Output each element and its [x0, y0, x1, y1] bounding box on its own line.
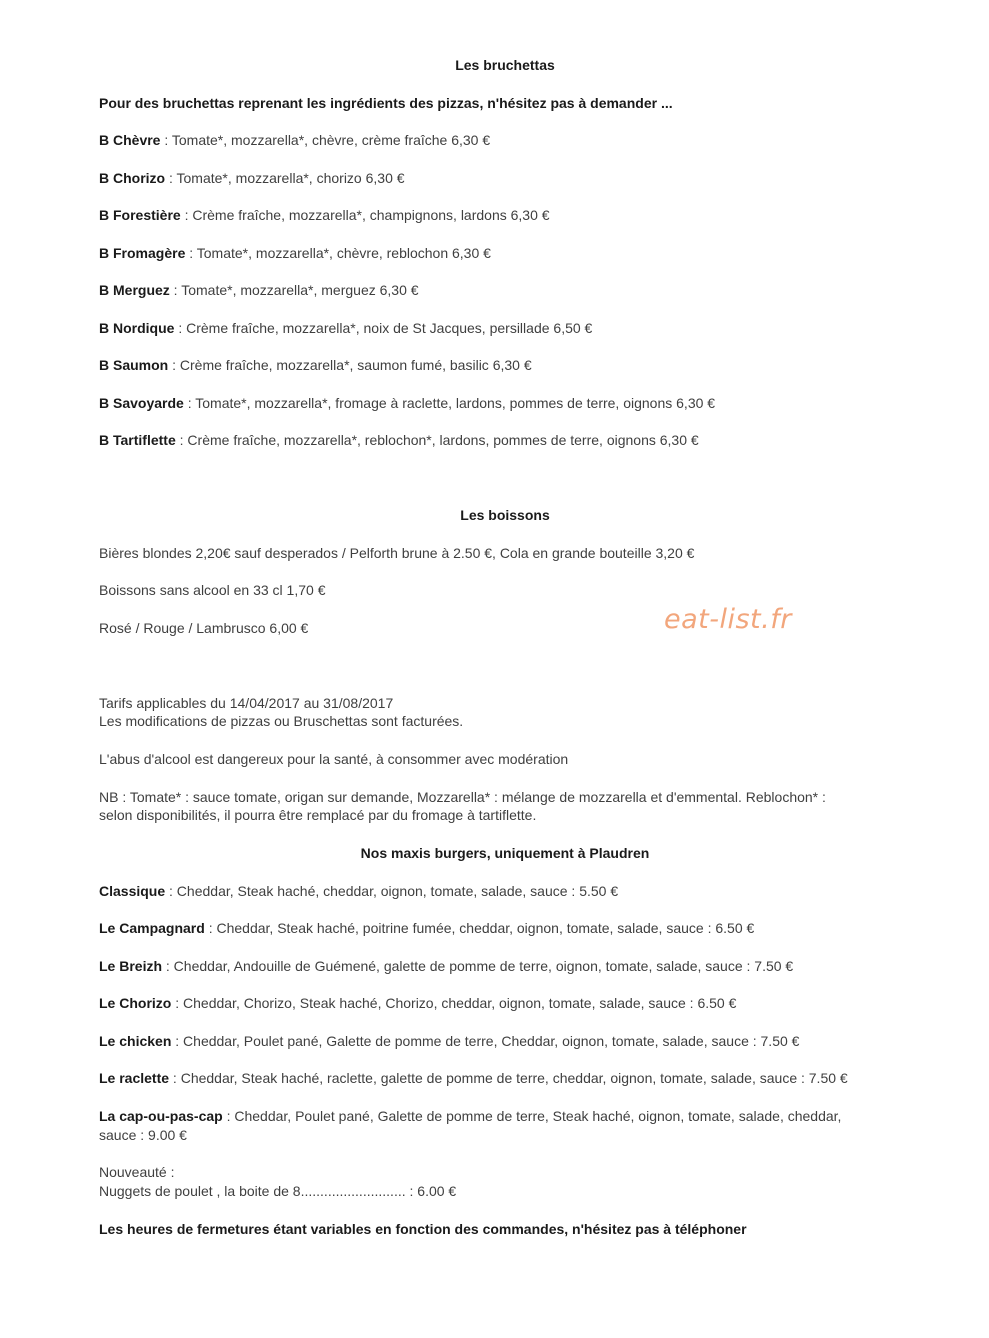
menu-item [99, 994, 736, 1012]
menu-item [99, 1107, 841, 1125]
item-description: : Tomate*, mozzarella*, merguez 6,30 € [169, 282, 419, 298]
item-description: : Cheddar, Steak haché, cheddar, oignon, tomate, salade, sauce : 5.50 € [165, 883, 619, 899]
nb-note-line-2: selon disponibilités, il pourra être remplacé par du fromage à tartiflette. [99, 807, 537, 823]
boissons-title: Les boissons [460, 507, 550, 523]
item-description: : Crème fraîche, mozzarella*, saumon fumé, basilic 6,30 € [168, 357, 532, 373]
menu-item [99, 131, 490, 149]
menu-item [99, 281, 419, 299]
item-name: Classique [99, 883, 166, 899]
menu-item [99, 1069, 848, 1087]
item-name: Le Breizh [99, 958, 163, 974]
nouveaute-label: Nouveauté : [99, 1164, 175, 1180]
item-name: B Savoyarde [99, 395, 184, 411]
item-description: : Tomate*, mozzarella*, chorizo 6,30 € [165, 170, 405, 186]
closing-hours-note: Les heures de fermetures étant variables en fonction des commandes, n'hésitez pas à téléphoner [99, 1221, 747, 1237]
item-description: : Crème fraîche, mozzarella*, noix de St Jacques, persillade 6,50 € [174, 320, 593, 336]
item-description: : Crème fraîche, mozzarella*, champignons, lardons 6,30 € [180, 207, 550, 223]
menu-item [99, 1032, 799, 1050]
menu-item [99, 431, 699, 449]
nouveaute-item: Nuggets de poulet , la boite de 8........................... : 6.00 € [99, 1183, 457, 1199]
item-description: : Cheddar, Chorizo, Steak haché, Chorizo, cheddar, oignon, tomate, salade, sauce : 6.50 € [171, 995, 737, 1011]
menu-item [99, 169, 405, 187]
item-name: Le Campagnard [99, 920, 205, 936]
item-name: Le chicken [99, 1033, 172, 1049]
item-name: La cap-ou-pas-cap [99, 1108, 223, 1124]
item-description: : Tomate*, mozzarella*, chèvre, reblochon 6,30 € [185, 245, 491, 261]
item-name: B Chorizo [99, 170, 166, 186]
item-description-continued: sauce : 9.00 € [99, 1127, 187, 1143]
menu-item [99, 919, 754, 937]
item-name: B Fromagère [99, 245, 186, 261]
watermark: eat-list.fr [664, 604, 792, 635]
menu-item [99, 319, 592, 337]
item-name: Le raclette [99, 1070, 170, 1086]
item-description: : Cheddar, Poulet pané, Galette de pomme de terre, Cheddar, oignon, tomate, salade, sauce : 7.50 € [171, 1033, 800, 1049]
nb-note-line-1: NB : Tomate* : sauce tomate, origan sur demande, Mozzarella* : mélange de mozzarella et d'emmental. Reblochon* : [99, 789, 826, 805]
item-description: : Cheddar, Andouille de Guémené, galette de pomme de terre, oignon, tomate, salade, sauce : 7.50 € [162, 958, 794, 974]
item-name: B Chèvre [99, 132, 161, 148]
bruchettas-intro: Pour des bruchettas reprenant les ingrédients des pizzas, n'hésitez pas à demander ... [99, 95, 673, 111]
menu-item [99, 882, 618, 900]
modifications-note: Les modifications de pizzas ou Bruschettas sont facturées. [99, 713, 464, 729]
item-name: B Saumon [99, 357, 169, 373]
menu-item [99, 957, 793, 975]
item-description: : Tomate*, mozzarella*, chèvre, crème fraîche 6,30 € [160, 132, 491, 148]
item-name: B Nordique [99, 320, 175, 336]
item-name: Le Chorizo [99, 995, 172, 1011]
menu-item [99, 356, 532, 374]
drink-line: Rosé / Rouge / Lambrusco 6,00 € [99, 620, 309, 636]
item-description: : Cheddar, Poulet pané, Galette de pomme de terre, Steak haché, oignon, tomate, salade, cheddar, [222, 1108, 842, 1124]
item-name: B Merguez [99, 282, 170, 298]
menu-item [99, 206, 550, 224]
item-description: : Cheddar, Steak haché, poitrine fumée, cheddar, oignon, tomate, salade, sauce : 6.50 € [204, 920, 755, 936]
drink-line: Bières blondes 2,20€ sauf desperados / Pelforth brune à 2.50 €, Cola en grande bouteille 3,20 € [99, 545, 695, 561]
item-description: : Crème fraîche, mozzarella*, reblochon*, lardons, pommes de terre, oignons 6,30 € [175, 432, 699, 448]
tarifs-note: Tarifs applicables du 14/04/2017 au 31/08/2017 [99, 695, 394, 711]
item-description: : Tomate*, mozzarella*, fromage à raclette, lardons, pommes de terre, oignons 6,30 € [183, 395, 716, 411]
item-description: : Cheddar, Steak haché, raclette, galette de pomme de terre, cheddar, oignon, tomate, salade, sauce : 7.50 € [169, 1070, 848, 1086]
menu-item [99, 394, 715, 412]
bruchettas-title: Les bruchettas [455, 57, 555, 73]
drink-line: Boissons sans alcool en 33 cl 1,70 € [99, 582, 326, 598]
item-name: B Forestière [99, 207, 181, 223]
menu-item [99, 244, 491, 262]
alcohol-warning: L'abus d'alcool est dangereux pour la santé, à consommer avec modération [99, 751, 569, 767]
burgers-title: Nos maxis burgers, uniquement à Plaudren [360, 845, 650, 861]
item-name: B Tartiflette [99, 432, 176, 448]
